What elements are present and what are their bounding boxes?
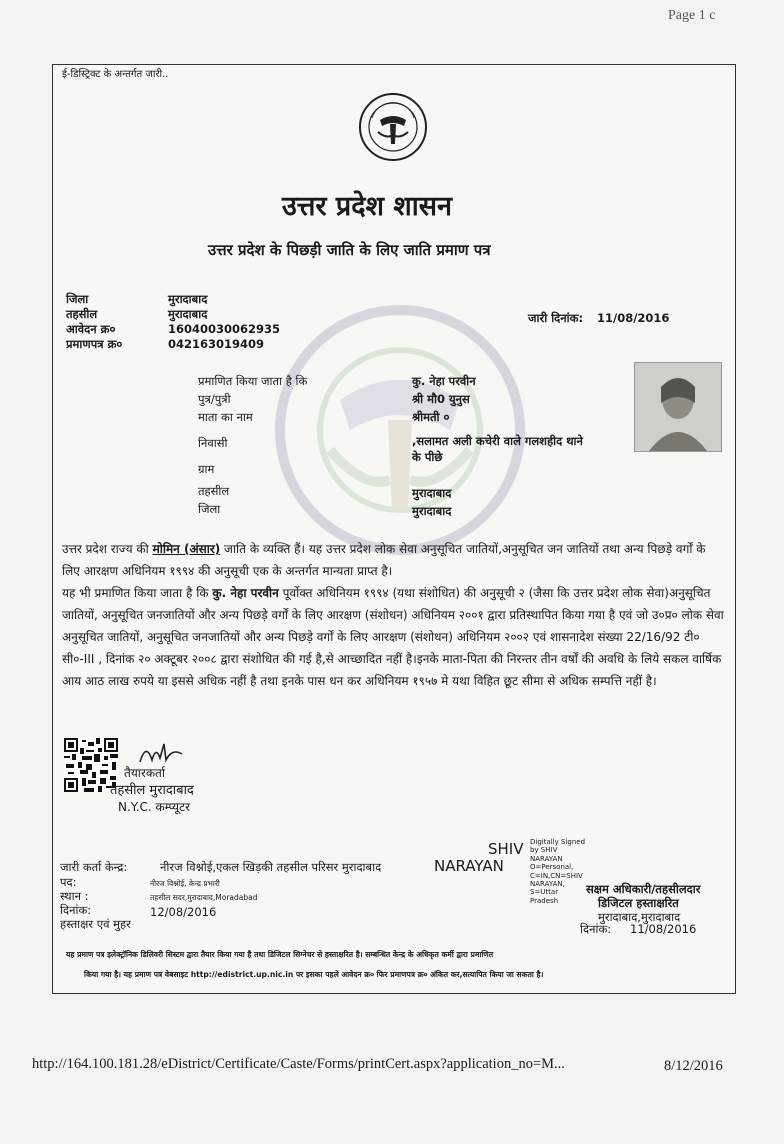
sig-line: Digitally Signed <box>530 838 586 846</box>
notice-line-1: यह प्रमाण पत्र इलेक्ट्रॉनिक डिलिवरी सिस्टम द्वारा तैयार किया गया है तथा डिजिटल सिग्नेचर से हस्ताक्षरित है। सम्बन्धित केन्द्र के अधिकृत कर्मी द्वारा प्रमाणित <box>66 950 494 959</box>
detail-tehsil-label: तहसील <box>198 484 230 498</box>
sig-line: C=IN,CN=SHIV <box>530 871 583 880</box>
village-label: ग्राम <box>198 462 215 476</box>
p1-text-a: उत्तर प्रदेश राज्य की <box>62 542 153 556</box>
resident-address-line2: के पीछे <box>412 450 443 464</box>
tehsil-value: मुरादाबाद <box>168 307 208 321</box>
prepared-by-stamp: तैयारकर्ता <box>124 766 165 780</box>
detail-district-label: जिला <box>198 502 221 516</box>
watermark-emblem-icon <box>270 300 530 560</box>
sig-line: NARAYAN <box>530 854 563 863</box>
page-title: उत्तर प्रदेश शासन <box>282 191 452 222</box>
sig-line: S=Uttar <box>530 888 559 897</box>
mother-name: श्रीमती ० <box>412 410 450 424</box>
p2-applicant-name: कु. नेहा परवीन <box>212 586 279 600</box>
sig-line: NARAYAN, <box>530 880 565 889</box>
sign-seal-label: हस्ताक्षर एवं मुहर <box>60 917 131 931</box>
issue-date-label: जारी दिनांक: <box>528 311 584 325</box>
authority-date-label: दिनांक: <box>580 922 612 936</box>
up-emblem-icon <box>358 92 428 162</box>
nyc-stamp: N.Y.C. कम्प्यूटर <box>118 800 191 814</box>
footer-date-value: 12/08/2016 <box>150 905 217 919</box>
place-label: स्थान : <box>60 889 89 903</box>
authority-date-value: 11/08/2016 <box>630 922 697 936</box>
sig-line: Pradesh <box>530 896 559 905</box>
digital-signed-label: डिजिटल हस्ताक्षरित <box>598 896 679 910</box>
page-subtitle: उत्तर प्रदेश के पिछड़ी जाति के लिए जाति प्रमाण पत्र <box>208 241 491 259</box>
applicant-photo <box>634 362 722 452</box>
p1-text-b: जाति के व्यक्ति हैं। यह उत्तर प्रदेश लोक सेवा अनुसूचित जातियों,अनुसूचित जन जातियों तथा अन्य पिछड़े वर्गों के लिए आरक्षण अधिनियम १९९४ की अनुसूची एक के अन्तर्गत मान्यता प्राप्त है। <box>62 542 706 578</box>
certified-name: कु. नेहा परवीन <box>412 374 476 388</box>
digital-sign-name-1: SHIV <box>488 840 524 858</box>
tehsil-label: तहसील <box>66 307 98 321</box>
authority-label: सक्षम अधिकारी/तहसीलदार <box>586 882 701 896</box>
caste-paragraph <box>62 538 724 582</box>
child-of-label: पुत्र/पुत्री <box>198 392 231 406</box>
application-number: 16040030062935 <box>168 322 281 336</box>
place-value: तहसील सदर,मुरादाबाद,Moradabad <box>150 893 258 902</box>
post-value: नीरज विश्नोई, केन्द्र प्रभारी <box>150 879 220 888</box>
district-label: जिला <box>66 292 89 306</box>
certification-paragraph <box>62 582 724 692</box>
issue-date-value: 11/08/2016 <box>597 311 670 325</box>
p2-text-a: यह भी प्रमाणित किया जाता है कि <box>62 586 213 600</box>
print-date: 8/12/2016 <box>664 1058 723 1074</box>
certificate-number: 042163019409 <box>168 337 265 351</box>
p2-text-b: पूर्वोक्त अधिनियम १९९४ (यथा संशोधित) की अनुसूची २ (जैसा कि उत्तर प्रदेश लोक सेवा)अनुसूचित जातियों, अनुसूचित जनजातियों और अन्य पिछड़े वर्गों के लिए आरक्षण (संशोधन) अधिनियम २००१ द्वारा प्रतिस्थापित किया गया है एवं जो उ०प्र० लोक सेवा अनुसूचित जातियों, अनुसूचित जनजातियों और अन्य पिछड़े वर्गों के लिए आरक्षण (संशोधन) अधिनियम २००२ एवं शासनादेश संख्या 22/16/92 टी० सी०-III , दिनांक २० अक्टूबर २००८ द्वारा संशोधित की गई है,से आच्छादित नहीं है।इनके माता-पिता की निरन्तर तीन वर्षों की अवधि के लिये सकल वार्षिक आय आठ लाख रुपये या इससे अधिक नहीं है तथा इनके पास धन कर अधिनियम १९५७ मे यथा विहित छूट सीमा से अधिक सम्पत्ति नहीं है। <box>62 586 724 688</box>
print-url: http://164.100.181.28/eDistrict/Certificate/Caste/Forms/printCert.aspx?application_no=M... <box>32 1056 565 1072</box>
caste-name: मोमिन (अंसार) <box>152 542 221 556</box>
page-number-label: Page 1 c <box>668 8 716 23</box>
father-name: श्री मौ0 युनुस <box>412 392 470 406</box>
authority-place: मुरादाबाद,मुरादाबाद <box>598 910 681 924</box>
mother-label: माता का नाम <box>198 410 253 424</box>
top-note: ई-डिस्ट्रिक्ट के अन्तर्गत जारी.. <box>62 69 169 80</box>
detail-district-value: मुरादाबाद <box>412 504 452 518</box>
tehsil-stamp: तहसील मुरादाबाद <box>110 783 194 798</box>
resident-label: निवासी <box>198 436 228 450</box>
digital-sign-name-2: NARAYAN <box>434 857 504 875</box>
issued-center-value: नीरज विश्नोई,एकल खिड़की तहसील परिसर मुरादाबाद <box>160 860 382 874</box>
sig-line: O=Personal, <box>530 863 574 872</box>
footer-date-label: दिनांक: <box>60 903 92 917</box>
certified-label: प्रमाणित किया जाता है कि <box>198 374 308 388</box>
notice-line-2: किया गया है। यह प्रमाण पत्र वेबसाइट http://edistrict.up.nic.in पर इसका पहले आवेदन क्र० फिर प्रमाणपत्र क्र० अंकित कर,सत्यापित किया जा सकता है। <box>84 970 544 979</box>
sig-line: by SHIV <box>530 846 558 855</box>
resident-address-line1: ,सलामत अली कचेरी वाले गलशहीद थाने <box>412 434 583 448</box>
post-label: पद: <box>60 875 77 889</box>
issued-center-label: जारी कर्ता केन्द्र: <box>60 860 128 874</box>
application-label: आवेदन क्र० <box>66 322 116 336</box>
detail-tehsil-value: मुरादाबाद <box>412 486 452 500</box>
district-value: मुरादाबाद <box>168 292 208 306</box>
certificate-label: प्रमाणपत्र क्र० <box>66 337 123 351</box>
